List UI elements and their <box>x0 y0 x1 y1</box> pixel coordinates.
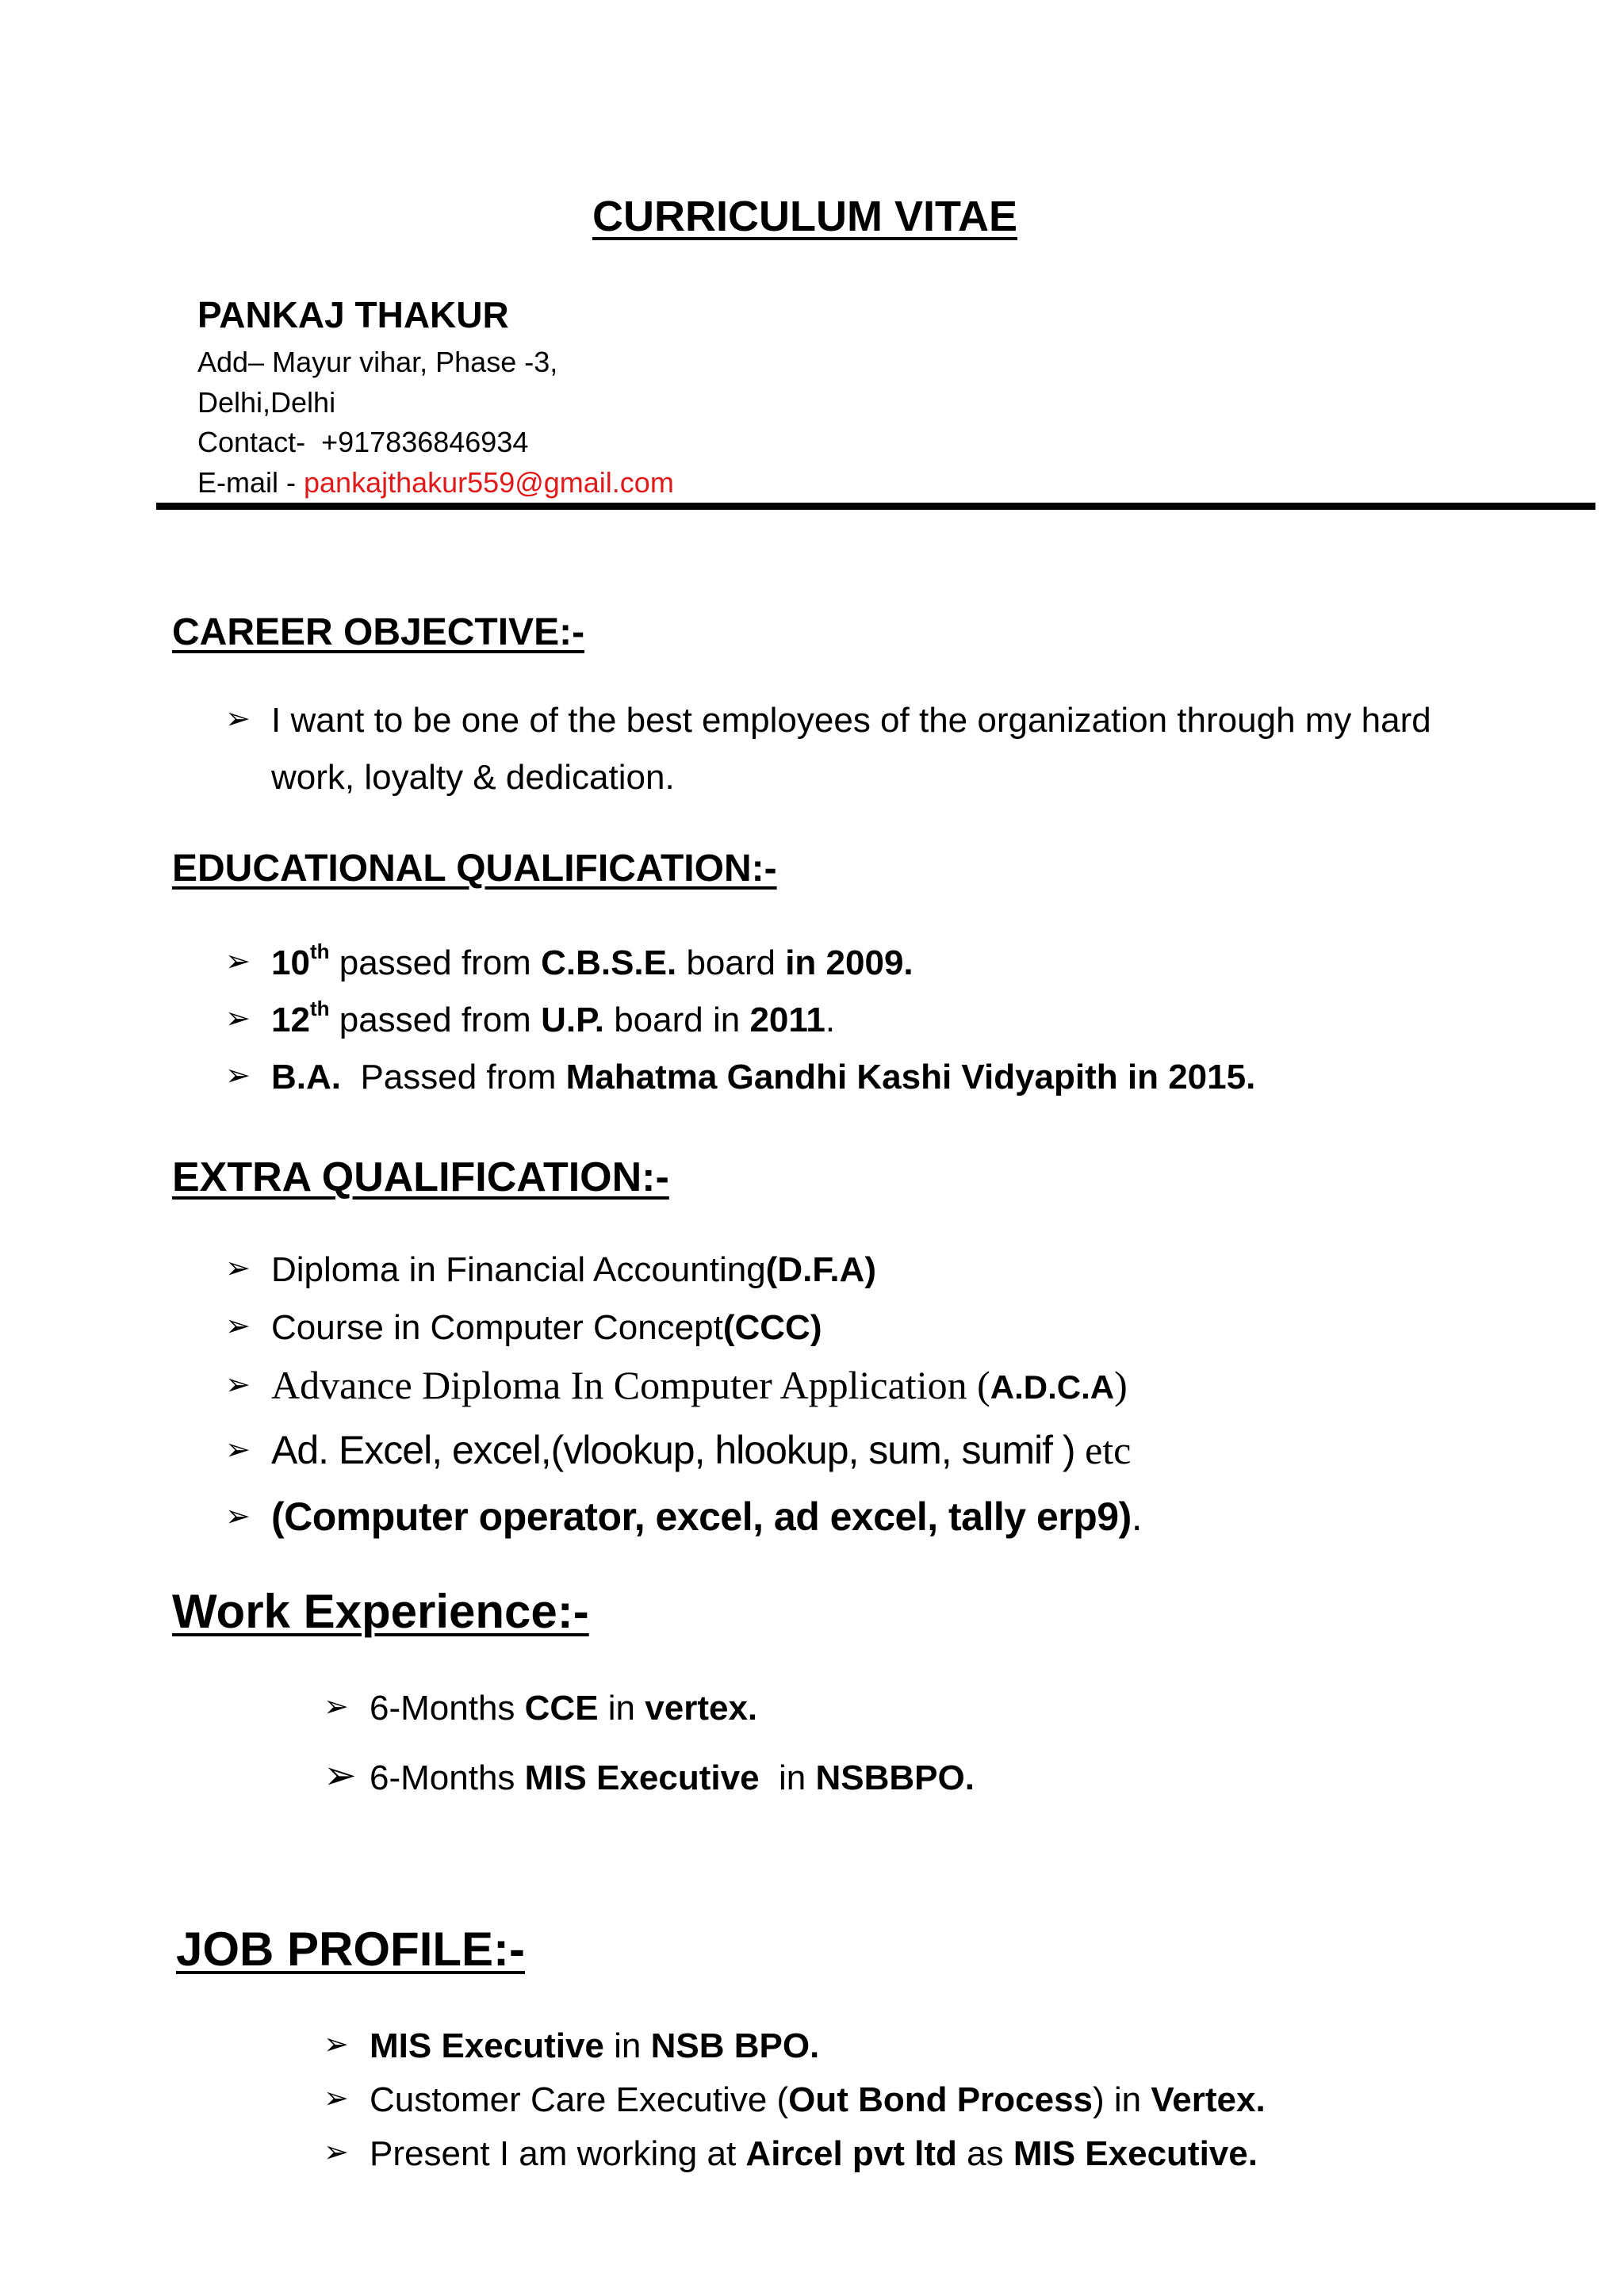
arrow-bullet-icon: ➢ <box>324 2134 349 2169</box>
job-item: ➢ MIS Executive in NSB BPO. <box>324 2026 820 2065</box>
work-experience-heading: Work Experience:- <box>172 1585 589 1638</box>
arrow-bullet-icon: ➢ <box>225 1432 251 1467</box>
header-divider <box>156 503 1595 510</box>
arrow-bullet-icon: ➢ <box>225 1367 251 1402</box>
candidate-name: PANKAJ THAKUR <box>197 294 509 335</box>
extra-item: ➢ Course in Computer Concept(CCC) <box>225 1308 822 1347</box>
contact-value: +917836846934 <box>321 426 529 458</box>
email-label: E-mail - <box>197 466 296 499</box>
extra-item: ➢ Ad. Excel, excel,(vlookup, hlookup, sum, sumif ) etc <box>225 1428 1132 1472</box>
career-objective-item <box>225 701 1431 740</box>
job-item: ➢ Customer Care Executive (Out Bond Process) in Vertex. <box>324 2080 1266 2119</box>
arrow-bullet-icon: ➢ <box>225 1498 251 1533</box>
extra-qualification-heading: EXTRA QUALIFICATION:- <box>172 1154 669 1200</box>
address-line-2: Delhi,Delhi <box>197 386 336 419</box>
career-objective-line-2: work, loyalty & dedication. <box>271 758 675 797</box>
career-objective-line-1: I want to be one of the best employees of the organization through my hard <box>271 701 1431 740</box>
contact-label: Contact- <box>197 426 306 458</box>
work-item: ➢ 6-Months CCE in vertex. <box>324 1689 758 1728</box>
career-objective-heading: CAREER OBJECTIVE:- <box>172 611 585 653</box>
arrow-bullet-icon: ➢ <box>324 2026 349 2061</box>
arrow-bullet-icon: ➢ <box>225 943 251 978</box>
education-item: ➢ B.A. Passed from Mahatma Gandhi Kashi Vidyapith in 2015. <box>225 1058 1256 1096</box>
education-item: ➢ 12th passed from U.P. board in 2011. <box>225 997 836 1039</box>
arrow-bullet-icon: ➢ <box>225 1058 251 1093</box>
education-item: ➢ 10th passed from C.B.S.E. board in 2009. <box>225 939 914 982</box>
arrow-bullet-icon: ➢ <box>324 2080 349 2115</box>
education-heading: EDUCATIONAL QUALIFICATION:- <box>172 848 777 890</box>
job-profile-heading: JOB PROFILE:- <box>176 1923 526 1976</box>
email-line <box>197 466 674 499</box>
arrow-bullet-icon: ➢ <box>324 1752 357 1798</box>
email-link[interactable]: pankajthakur559@gmail.com <box>304 466 674 499</box>
arrow-bullet-icon: ➢ <box>324 1689 349 1724</box>
address-line-1: Add– Mayur vihar, Phase -3, <box>197 346 558 378</box>
contact-line <box>197 426 528 459</box>
arrow-bullet-icon: ➢ <box>225 701 251 736</box>
work-item: ➢ 6-Months MIS Executive in NSBBPO. <box>324 1752 975 1798</box>
extra-item: ➢ Diploma in Financial Accounting(D.F.A) <box>225 1250 876 1289</box>
job-item: ➢ Present I am working at Aircel pvt ltd as MIS Executive. <box>324 2134 1258 2173</box>
arrow-bullet-icon: ➢ <box>225 1001 251 1035</box>
page-title: CURRICULUM VITAE <box>592 193 1017 240</box>
arrow-bullet-icon: ➢ <box>225 1308 251 1343</box>
extra-item: ➢ Advance Diploma In Computer Application (A.D.C.A) <box>225 1363 1128 1407</box>
extra-item: ➢ (Computer operator, excel, ad excel, tally erp9). <box>225 1494 1143 1539</box>
arrow-bullet-icon: ➢ <box>225 1250 251 1285</box>
